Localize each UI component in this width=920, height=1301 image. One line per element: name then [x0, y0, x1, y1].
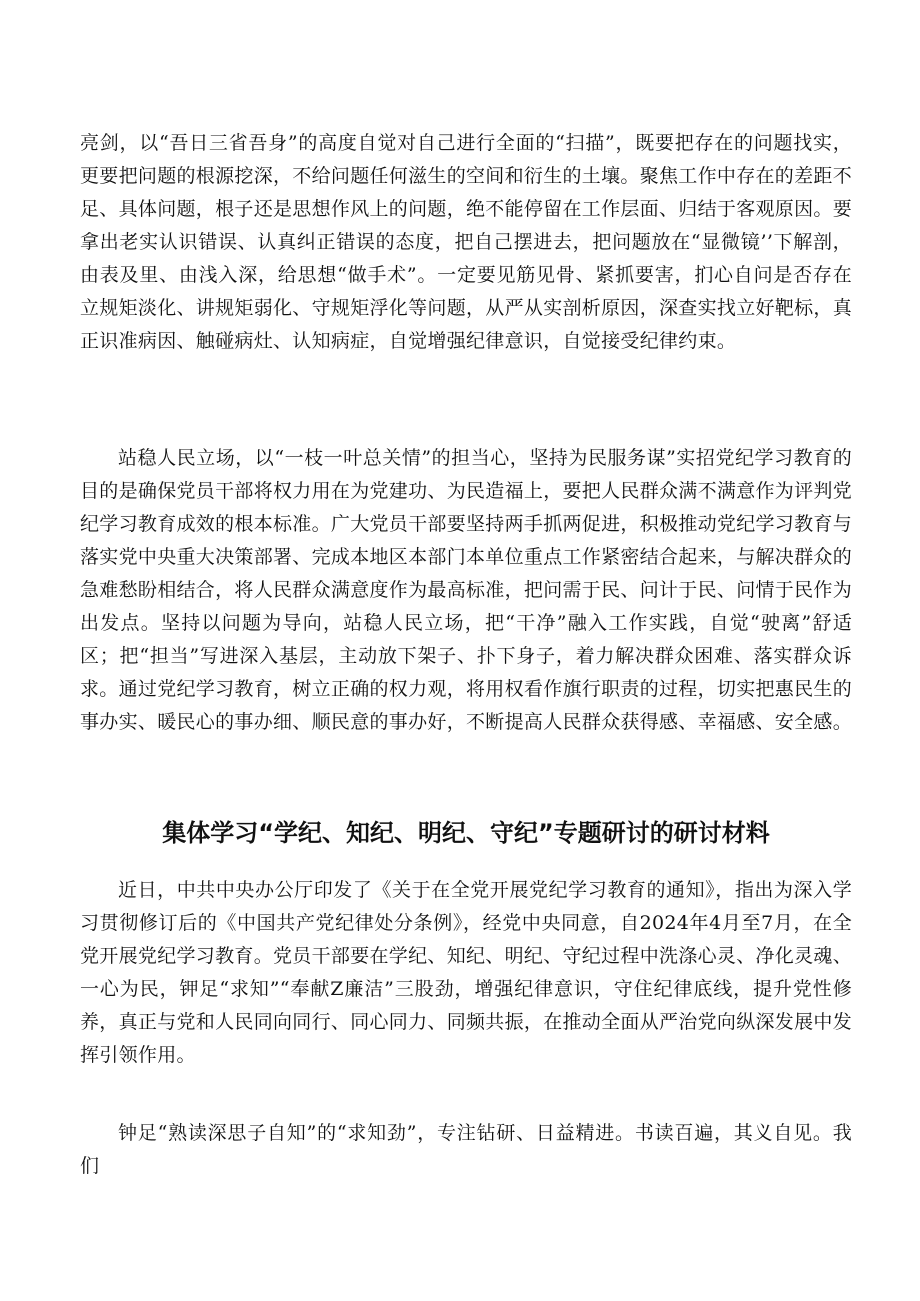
section-heading: 集体学习“学纪、知纪、明纪、守纪”专题研讨的研讨材料 — [162, 819, 770, 847]
paragraph-seeking-knowledge: 钟足“熟读深思子自知”的“求知劲”，专注钻研、日益精进。书读百遍，其义自见。我们 — [80, 1122, 852, 1177]
paragraph-notice: 近日，中共中央办公厅印发了《关于在全党开展党纪学习教育的通知》，指出为深入学习贯彻修订后的《中国共产党纪律处分条例》，经党中央同意，自2024年4月至7月，在全党开展党纪学习教育。党员干部要在学纪、知纪、明纪、守纪过程中洗涤心灵、净化灵魂、一心为民，钾足“求知”“奉献Z廉洁”三股劲，增强纪律意识，守住纪律底线，提升党性修养，真正与党和人民同向同行、同心同力、同频共振，在推动全面从严治党向纵深发展中发挥引领作用。 — [80, 879, 853, 1066]
paragraph-people-stance: 站稳人民立场，以“一枝一叶总关情”的担当心，坚持为民服务谋”实招党纪学习教育的目的是确保党员干部将权力用在为党建功、为民造福上，要把人民群众满不满意作为评判党纪学习教育成效的根本标准。广大党员干部要坚持两手抓两促进，积极推动党纪学习教育与落实党中央重大决策部署、完成本地区本部门本单位重点工作紧密结合起来，与解决群众的急难愁盼相结合，将人民群众满意度作为最高标准，把问需于民、问计于民、问情于民作为出发点。坚持以问题为导向，站稳人民立场，把“干净”融入工作实践，自觉“驶离”舒适区；把“担当”写进深入基层，主动放下架子、扑下身子，着力解决群众困难、落实群众诉求。通过党纪学习教育，树立正确的权力观，将用权看作旗行职责的过程，切实把惠民生的事办实、暖民心的事办细、顺民意的事办好，不断提高人民群众获得感、幸福感、安全感。 — [80, 447, 853, 733]
paragraph-self-examination: 亮剑，以“吾日三省吾身”的高度自觉对自己进行全面的“扫描”，既要把存在的问题找实，更要把问题的根源挖深，不给问题任何滋生的空间和衍生的土壤。聚焦工作中存在的差距不足、具体问题，根子还是思想作风上的问题，绝不能停留在工作层面、归结于客观原因。要拿出老实认识错误、认真纠正错误的态度，把自己摆进去，把问题放在“显微镜’’下解剖，由表及里、由浅入深，给思想“做手术”。一定要见筋见骨、紧抓要害，扪心自问是否存在立规矩淡化、讲规矩弱化、守规矩浮化等问题，从严从实剖析原因，深查实找立好靶标，真正识准病因、触碰病灶、认知病症，自觉增强纪律意识，自觉接受纪律约束。 — [80, 132, 853, 352]
